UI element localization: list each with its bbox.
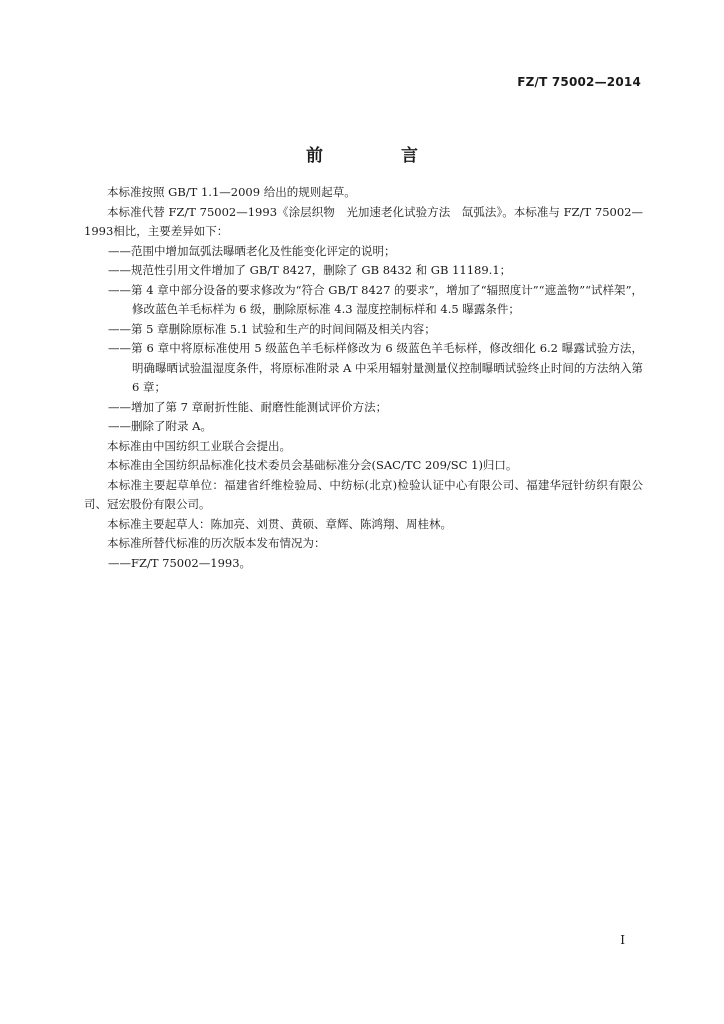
list-item: ——范围中增加氙弧法曝晒老化及性能变化评定的说明； (108, 243, 396, 258)
list-item: ——第 5 章删除原标准 5.1 试验和生产的时间间隔及相关内容； (108, 321, 436, 336)
paragraph: 本标准主要起草单位：福建省纤维检验局、中纺标(北京)检验认证中心有限公司、福建华冠针纺织有限公司、冠宏股份有限公司。 (84, 477, 643, 511)
paragraph: 本标准代替 FZ/T 75002—1993《涂层织物 光加速老化试验方法 氙弧法》。本标准与 FZ/T 75002—1993相比，主要差异如下： (84, 204, 643, 238)
standard-number: FZ/T 75002—2014 (517, 75, 641, 89)
list-item: ——第 4 章中部分设备的要求修改为“符合 GB/T 8427 的要求”，增加了“辐照度计”“遮盖物”“试样架”，修改蓝色羊毛标样为 6 级，删除原标准 4.3 湿度控制标样和 4.5 曝露条件； (108, 282, 643, 316)
page-number: I (620, 933, 625, 947)
list-item: ——第 6 章中将原标准使用 5 级蓝色羊毛标样修改为 6 级蓝色羊毛标样，修改细化 6.2 曝露试验方法，明确曝晒试验温湿度条件，将原标准附录 A 中采用辐射量测量仪控制曝晒试验终止时间的方法纳入第 6 章； (108, 341, 643, 394)
paragraph: 本标准主要起草人：陈加亮、刘贯、黄硕、章辉、陈鸿翔、周桂林。 (107, 516, 452, 531)
list-item: ——规范性引用文件增加了 GB/T 8427，删除了 GB 8432 和 GB 11189.1； (108, 263, 512, 277)
list-item: ——增加了第 7 章耐折性能、耐磨性能测试评价方法； (108, 399, 388, 414)
foreword-body (84, 183, 643, 573)
page-title: 前 言 (306, 146, 454, 166)
list-item: ——FZ/T 75002—1993。 (108, 555, 252, 570)
list-item: ——删除了附录 A。 (108, 419, 212, 433)
paragraph: 本标准所替代标准的历次版本发布情况为： (107, 536, 326, 550)
paragraph: 本标准按照 GB/T 1.1—2009 给出的规则起草。 (107, 185, 356, 199)
paragraph: 本标准由中国纺织工业联合会提出。 (107, 438, 291, 453)
paragraph: 本标准由全国纺织品标准化技术委员会基础标准分会(SAC/TC 209/SC 1)归口。 (107, 458, 518, 472)
